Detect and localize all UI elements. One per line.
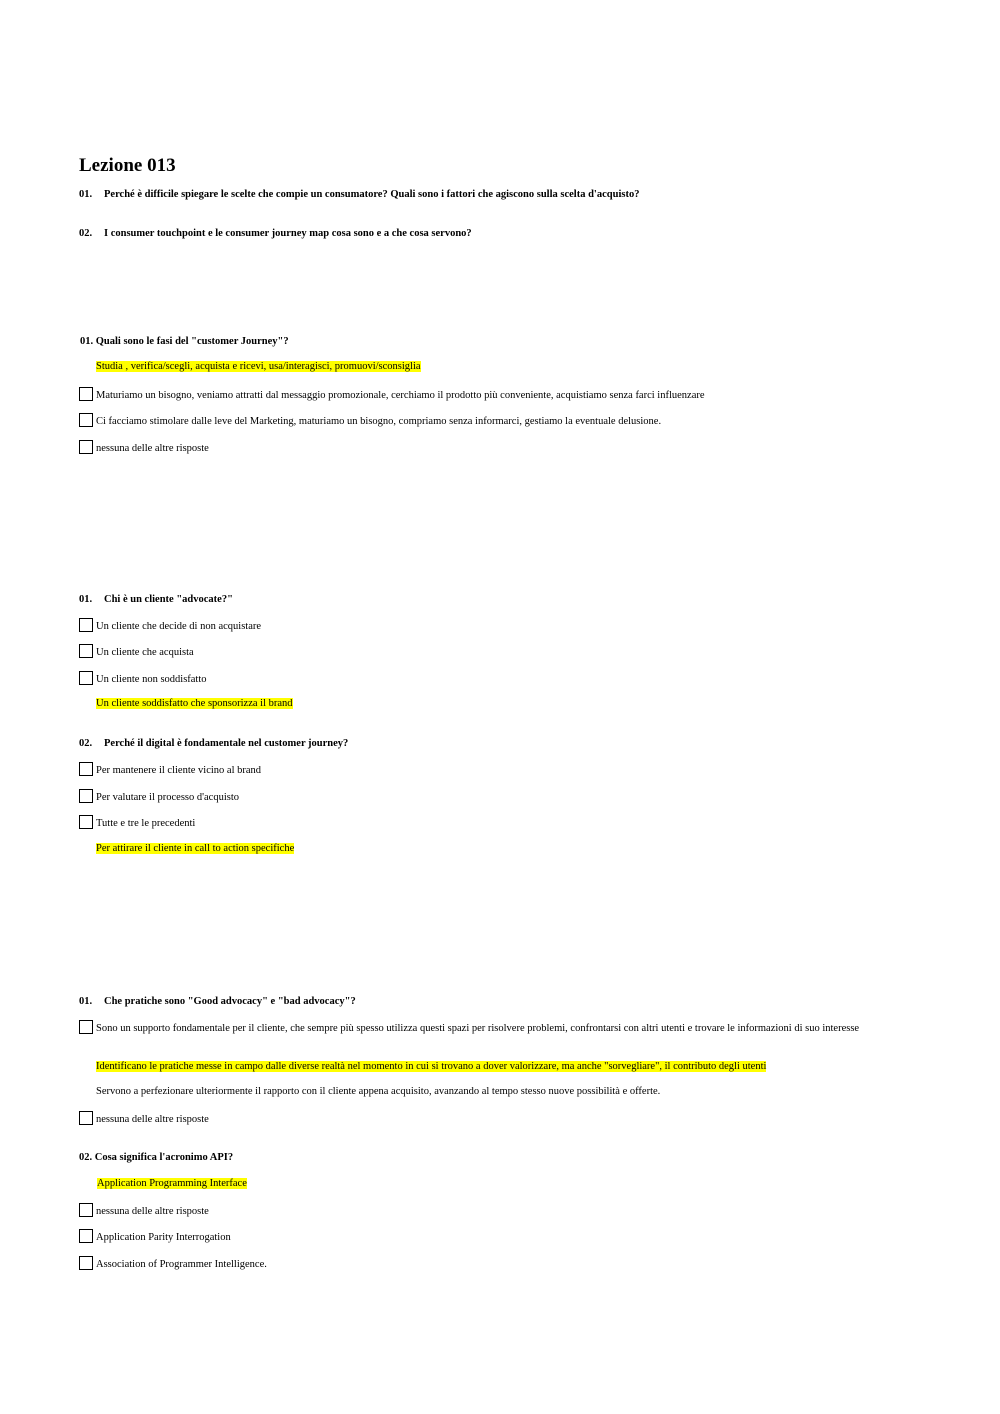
open-question-2 xyxy=(79,228,472,239)
correct-answer xyxy=(96,842,294,856)
checkbox[interactable] xyxy=(79,789,93,803)
option-text: Tutte e tre le precedenti xyxy=(96,818,196,829)
quiz3-question-2: 02. Cosa significa l'acronimo API? xyxy=(79,1152,234,1163)
answer-option[interactable] xyxy=(79,387,705,403)
quiz2-question-1 xyxy=(79,594,233,605)
checkbox[interactable] xyxy=(79,1020,93,1034)
question-number: 01. xyxy=(79,594,93,605)
question-number: 02. xyxy=(79,228,93,239)
option-text: Un cliente non soddisfatto xyxy=(96,674,207,685)
quiz1-question-1: 01. Quali sono le fasi del "customer Journey"? xyxy=(80,336,289,347)
answer-option[interactable]: Servono a perfezionare ulteriormente il rapporto con il cliente appena acquisito, avanzando al tempo stesso nuove possibilità e offerte. xyxy=(96,1086,661,1097)
answer-option[interactable] xyxy=(79,789,239,805)
quiz3-question-1 xyxy=(79,996,356,1007)
option-text: Sono un supporto fondamentale per il cliente, che sempre più spesso utilizza questi spazi per risolvere problemi, confrontarsi con altri utenti e trovare le informazioni di suo interesse xyxy=(96,1023,860,1034)
open-question-1 xyxy=(79,189,639,200)
answer-option[interactable] xyxy=(79,1111,209,1127)
option-text: Ci facciamo stimolare dalle leve del Marketing, maturiamo un bisogno, compriamo senza informarci, gestiamo la eventuale delusione. xyxy=(96,416,662,427)
answer-option[interactable] xyxy=(79,815,195,831)
checkbox[interactable] xyxy=(79,762,93,776)
question-number: 01. xyxy=(79,996,93,1007)
highlighted-answer: Application Programming Interface xyxy=(97,1178,247,1189)
checkbox[interactable] xyxy=(79,387,93,401)
question-number: 01. xyxy=(79,189,93,200)
question-text: Perché il digital è fondamentale nel customer journey? xyxy=(104,738,349,749)
question-text: I consumer touchpoint e le consumer journey map cosa sono e a che cosa servono? xyxy=(104,228,472,239)
answer-option[interactable] xyxy=(79,1256,267,1272)
answer-option[interactable] xyxy=(79,1203,209,1219)
quiz2-question-2 xyxy=(79,738,348,749)
option-text: Un cliente che decide di non acquistare xyxy=(96,621,262,632)
correct-answer xyxy=(97,1177,247,1191)
highlighted-answer: Identificano le pratiche messe in campo dalle diverse realtà nel momento in cui si trovano a dover valorizzare, ma anche "sorvegliare", il contributo degli utenti xyxy=(96,1061,767,1072)
highlighted-answer: Un cliente soddisfatto che sponsorizza il brand xyxy=(96,698,293,709)
option-text: Association of Programmer Intelligence. xyxy=(96,1259,267,1270)
question-text: Che pratiche sono "Good advocacy" e "bad advocacy"? xyxy=(104,996,356,1007)
answer-option[interactable] xyxy=(79,1020,899,1036)
answer-option[interactable] xyxy=(79,618,261,634)
option-text: Un cliente che acquista xyxy=(96,647,194,658)
answer-option[interactable] xyxy=(79,440,209,456)
question-text: Perché è difficile spiegare le scelte che compie un consumatore? Quali sono i fattori che agiscono sulla scelta d'acquisto? xyxy=(104,189,640,200)
option-text: nessuna delle altre risposte xyxy=(96,1114,209,1125)
question-number: 02. xyxy=(79,738,93,749)
highlighted-answer: Studia , verifica/scegli, acquista e ricevi, usa/interagisci, promuovi/sconsiglia xyxy=(96,361,421,372)
correct-answer xyxy=(96,360,421,374)
checkbox[interactable] xyxy=(79,413,93,427)
answer-option[interactable] xyxy=(79,413,661,429)
checkbox[interactable] xyxy=(79,1203,93,1217)
question-text: Chi è un cliente "advocate?" xyxy=(104,594,233,605)
checkbox[interactable] xyxy=(79,671,93,685)
option-text: Per valutare il processo d'acquisto xyxy=(96,792,240,803)
checkbox[interactable] xyxy=(79,1111,93,1125)
correct-answer xyxy=(96,1060,766,1074)
option-text: nessuna delle altre risposte xyxy=(96,443,209,454)
checkbox[interactable] xyxy=(79,644,93,658)
checkbox[interactable] xyxy=(79,440,93,454)
answer-option[interactable] xyxy=(79,1229,231,1245)
checkbox[interactable] xyxy=(79,618,93,632)
answer-option[interactable] xyxy=(79,762,261,778)
option-text: Maturiamo un bisogno, veniamo attratti dal messaggio promozionale, cerchiamo il prodotto più conveniente, acquistiamo senza farci influenzare xyxy=(96,390,705,401)
option-text: Application Parity Interrogation xyxy=(96,1232,231,1243)
checkbox[interactable] xyxy=(79,815,93,829)
answer-option[interactable] xyxy=(79,644,194,660)
checkbox[interactable] xyxy=(79,1229,93,1243)
answer-option[interactable] xyxy=(79,671,207,687)
page-title: Lezione 013 xyxy=(79,155,176,176)
checkbox[interactable] xyxy=(79,1256,93,1270)
correct-answer xyxy=(96,697,293,711)
option-text: Per mantenere il cliente vicino al brand xyxy=(96,765,262,776)
highlighted-answer: Per attirare il cliente in call to action specifiche xyxy=(96,843,295,854)
option-text: nessuna delle altre risposte xyxy=(96,1206,209,1217)
